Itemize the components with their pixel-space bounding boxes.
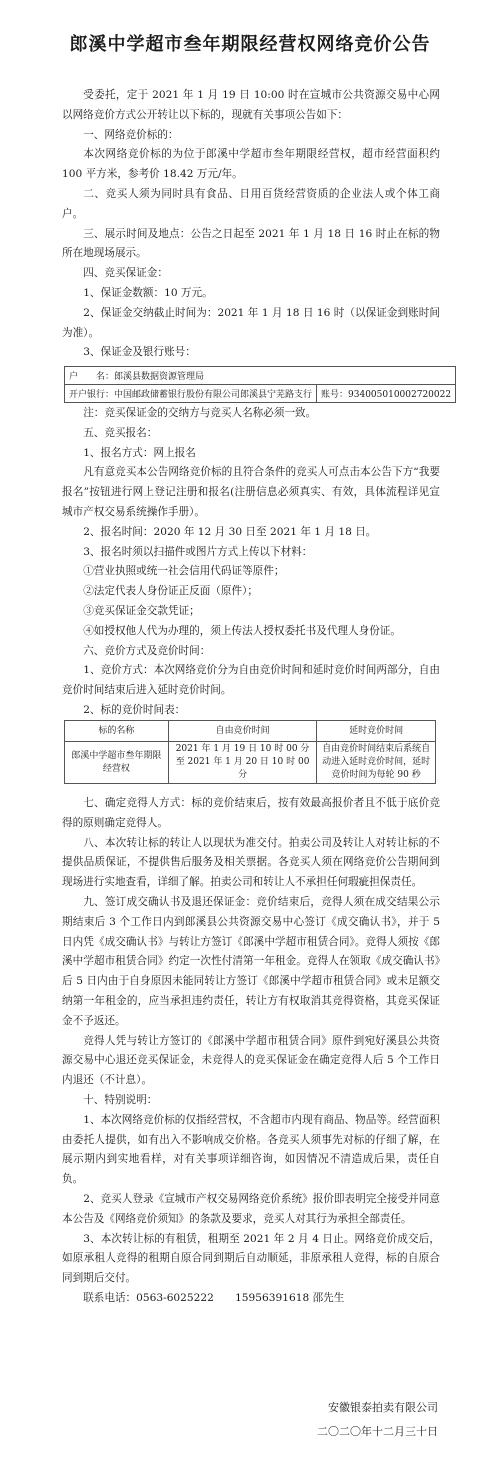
section-3-text: 三、展示时间及地点：公告之日起至 2021 年 1 月 18 日 16 时止在标的物所在地现场展示。 <box>62 227 440 260</box>
account-number-cell: 账号：934005010002720022 <box>317 385 456 403</box>
announcement-body <box>62 86 440 363</box>
header-extended-bid-time: 延时竞价时间 <box>317 721 436 742</box>
deposit-amount: 1、保证金数额：10 万元。 <box>83 286 213 299</box>
section-4-heading: 四、竞买保证金： <box>83 267 168 280</box>
bank-account-table <box>64 366 456 403</box>
section-2-text: 二、竞买人须为同时具有食品、日用百货经营资质的企业法人或个体工商户。 <box>62 187 440 220</box>
bank-name-cell: 开户银行：中国邮政储蓄银行股份有限公司郎溪县宁芜路支行 <box>65 385 317 403</box>
section-6-heading: 六、竞价方式及竞价时间： <box>83 644 211 657</box>
schedule-heading: 2、标的竞价时间表： <box>83 703 186 716</box>
materials-heading: 3、报名时须以扫描件或图片方式上传以下材料： <box>83 545 313 558</box>
special-note-2: 2、竞买人登录《宣城市产权交易网络竞价系统》报价即表明完全接受并同意本公告及《网络竞价须知》的条款及要求，竞买人对其行为承担全部责任。 <box>62 1192 440 1225</box>
contact-phone: 联系电话：0563-6025222 15956391618 邵先生 <box>83 1291 345 1304</box>
section-9-text: 九、签订成交确认书及退还保证金：竞价结束后，竞得人须在成交结果公示期结束后 3 个工作日内到郎溪县公共资源交易中心签订《成交确认书》，并于 5 日内凭《成交确认书》与转让方签订《郎溪中学超市租赁合同》。竞得人须按《郎溪中学超市租赁合同》约定一次性付清第一年租金。竞得人在领取《成交确认书》后 5 日内由于自身原因未能同转让方签订《郎溪中学超市租赁合同》或未足额交纳第一年租金的，应当承担违约责任，转让方有权取消其竞得资格，其竞买保证金不予返还。 <box>62 895 440 1027</box>
section-5-heading: 五、竞买报名： <box>83 426 158 439</box>
material-item-3: ③竞买保证金交款凭证； <box>83 604 200 617</box>
cell-item-name: 郎溪中学超市叁年期限经营权 <box>65 742 169 784</box>
cell-extended-bid-time: 自由竞价时间结束后系统自动进入延时竞价时间，延时竞价时间为每轮 90 秒 <box>317 742 436 784</box>
special-note-3: 3、本次转让标的有租赁，租期至 2021 年 2 月 4 日止。网络竞价成交后，如原承租人竞得的租期自原合同到期后自动顺延，非原承租人竞得，标的自原合同到期后交付。 <box>62 1232 440 1285</box>
intro-paragraph: 受委托，定于 2021 年 1 月 19 日 10:00 时在宣城市公共资源交易中心网以网络竞价方式公开转让以下标的，现就有关事项公告如下： <box>62 89 440 121</box>
deposit-note: 注：竞买保证金的交纳方与竞买人名称必须一致。 <box>83 407 317 419</box>
material-item-4: ④如授权他人代为办理的，须上传法人授权委托书及代理人身份证。 <box>83 624 401 637</box>
special-note-1: 1、本次网络竞价标的仅指经营权，不含超市内现有商品、物品等。经营面积由委托人提供，如有出入不影响成交价格。各竞买人须事先对标的仔细了解，在展示期内到实地看样，对有关事项详细咨询，如因情况不清造成后果，责任自负。 <box>62 1113 440 1186</box>
deposit-deadline: 2、保证金交纳截止时间为：2021 年 1 月 18 日 16 时（以保证金到账时间为准）。 <box>62 306 440 339</box>
registration-section <box>62 404 440 721</box>
terms-section <box>62 794 440 1309</box>
section-1-heading: 一、网络竞价标的： <box>83 128 179 141</box>
section-1-text: 本次网络竞价标的为位于郎溪中学超市叁年期限经营权，超市经营面积约 100 平方米，参考价 18.42 万元/年。 <box>62 148 440 181</box>
bidding-method: 1、竞价方式：本次网络竞价分为自由竞价时间和延时竞价时间两部分，自由竞价时间结束后进入延时竞价时间。 <box>62 664 440 697</box>
account-name-cell: 户 名：郎溪县数据资源管理局 <box>65 367 456 385</box>
signature-block <box>317 1396 438 1444</box>
section-7-text: 七、确定竞得人方式：标的竞价结束后，按有效最高报价者且不低于底价竞得的原则确定竞得人。 <box>62 797 440 829</box>
deposit-account-heading: 3、保证金及银行账号： <box>83 346 196 359</box>
deposit-refund-text: 竞得人凭与转让方签订的《郎溪中学超市租赁合同》原件到宛好溪县公共资源交易中心退还竞买保证金，未竞得人的竞买保证金在确定竞得人后 5 个工作日内退还（不计息）。 <box>62 1034 440 1087</box>
registration-instructions: 凡有意竞买本公告网络竞价标的且符合条件的竞买人可点击本公告下方“我要报名”按钮进行网上登记注册和报名(注册信息必须真实、有效，具体流程详见宣城市产权交易系统操作手册）。 <box>62 466 440 518</box>
cell-free-bid-time: 2021 年 1 月 19 日 10 时 00 分至 2021 年 1 月 20 日 10 时 00 分 <box>168 742 316 784</box>
page-title: 郎溪中学超市叁年期限经营权网络竞价公告 <box>69 34 431 55</box>
announcement-date: 二〇二〇年十二月三十日 <box>317 1425 438 1438</box>
registration-time: 2、报名时间：2020 年 12 月 30 日至 2021 年 1 月 18 日。 <box>83 525 377 538</box>
material-item-2: ②法定代表人身份证正反面（原件）； <box>83 585 258 598</box>
section-8-text: 八、本次转让标的转让人以现状为准交付。拍卖公司及转让人对转让标的不提供品质保证，不提供售后服务及相关票据。各竞买人须在网络竞价公告期间到现场进行实地查看，详细了解。拍卖公司和转让人不承担任何瑕疵担保责任。 <box>62 836 440 889</box>
bidding-schedule-table <box>64 720 436 784</box>
registration-method: 1、报名方式：网上报名 <box>83 446 196 459</box>
company-name: 安徽银泰拍卖有限公司 <box>328 1401 438 1414</box>
section-10-heading: 十、特别说明： <box>83 1093 158 1106</box>
header-free-bid-time: 自由竞价时间 <box>168 721 316 742</box>
header-item-name: 标的名称 <box>65 721 169 742</box>
material-item-1: ①营业执照或统一社会信用代码证等原件； <box>83 565 285 578</box>
